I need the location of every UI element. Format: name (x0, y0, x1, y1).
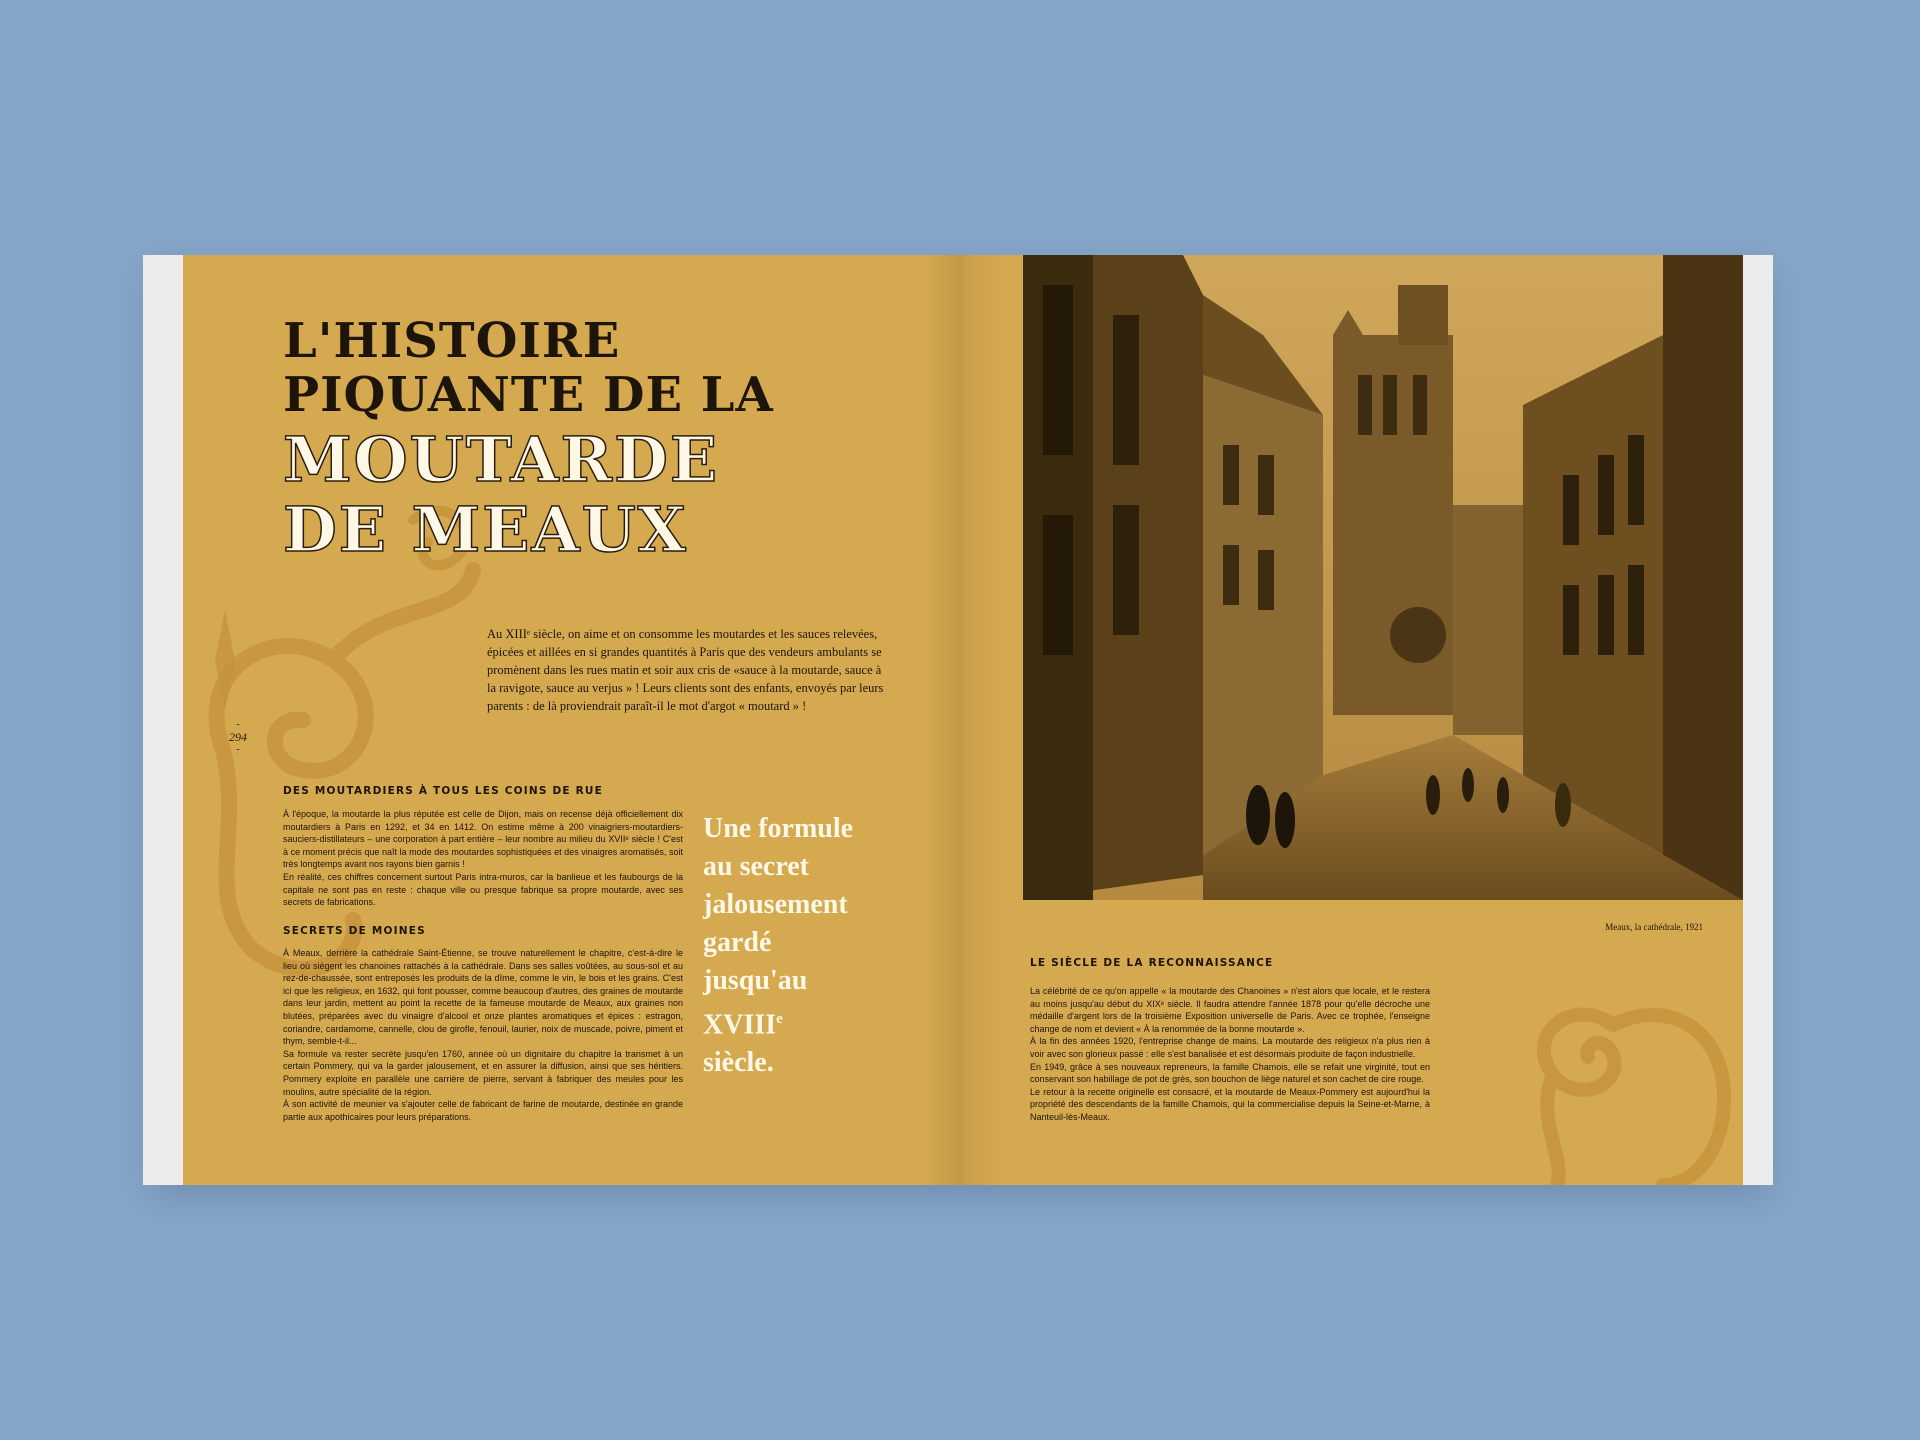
right-page (963, 255, 1743, 1185)
flourish-ornament-right (1493, 955, 1743, 1185)
left-page (183, 255, 963, 1185)
section-heading: DES MOUTARDIERS À TOUS LES COINS DE RUE (283, 785, 604, 797)
title-line: PIQUANTE DE LA (283, 367, 774, 423)
body-paragraph: À Meaux, derrière la cathédrale Saint-Étienne, se trouve naturellement le chapitre, c'est-à-dire le lieu où siègent les chanoines rattachés à la cathédrale. Dans ses salles voûtées, au sous-sol et au rez-de-chaussée, sont entreposés les produits de la dîme, comme le vin, le bois et les grains. C'est ici que les religieux, en 1632, qui font pousser, comme beaucoup d'autres, des graines de moutarde dans leur jardin, mettent au point la recette de la fameuse moutarde de Meaux, aux graines non blutées, préparées avec du vinaigre d'alcool et onze plantes aromatiques et épices : estragon, coriandre, cardamome, cannelle, clou de girofle, fenouil, laurier, noix de muscade, poivre, piment et thym, semble-t-il... (283, 948, 683, 1047)
pull-quote-line: gardé (703, 927, 772, 958)
photo-caption: Meaux, la cathédrale, 1921 (1605, 922, 1703, 932)
section-body (283, 947, 683, 1123)
page-number (218, 720, 258, 755)
title-line-outlined: DE MEAUX (283, 493, 688, 566)
article-title (283, 313, 883, 566)
title-line-outlined: MOUTARDE (283, 423, 720, 496)
pull-quote (703, 810, 893, 1082)
body-paragraph: Le retour à la recette originelle est consacré, et la moutarde de Meaux-Pommery est aujourd'hui la propriété des descendants de la famille Chamois, qui la commercialise depuis la Seine-et-Marne, à Nanteuil-lès-Meaux. (1030, 1086, 1430, 1122)
body-paragraph: À la fin des années 1920, l'entreprise change de mains. La moutarde des religieux n'a plus rien à voir avec son glorieux passé : elle s'est banalisée et est désormais produite de façon industrielle. (1030, 1036, 1430, 1059)
title-line: L'HISTOIRE (283, 313, 621, 369)
body-paragraph: La célébrité de ce qu'on appelle « la moutarde des Chanoines » n'est alors que locale, et le restera au moins jusqu'au début du XIXᵉ siècle. Il faudra attendre l'année 1878 pour qu'elle décroche une médaille d'argent lors de la troisième Exposition universelle de Paris. Avec ce trophée, l'enseigne change de nom et devient « À la renommée de la bonne moutarde ». (1030, 986, 1430, 1034)
body-paragraph: À son activité de meunier va s'ajouter celle de fabricant de farine de moutarde, destinée en grande partie aux apothicaires pour leurs préparations. (283, 1099, 683, 1122)
book-spread (143, 255, 1773, 1185)
body-paragraph: Sa formule va rester secrète jusqu'en 1760, année où un dignitaire du chapitre la transmet à un certain Pommery, qui va la garder jalousement, et en assurer la diffusion, ainsi que ses héritiers. Pommery exploite en parallèle une carrière de pierre, servant à fabriquer des meules pour les moulins, autre spécialité de la région. (283, 1048, 683, 1097)
section-heading: SECRETS DE MOINES (283, 925, 426, 937)
page-number-dash: - (236, 744, 240, 755)
pull-quote-line: au secret (703, 851, 809, 882)
page-number-value: 294 (229, 730, 247, 744)
section-body (1030, 985, 1430, 1124)
pull-quote-superscript: e (776, 1011, 783, 1027)
intro-paragraph: Au XIIIᵉ siècle, on aime et on consomme les moutardes et les sauces relevées, épicées et aillées en si grandes quantités à Paris que des vendeurs ambulants se promènent dans les rues matin et soir aux cris de «sauce à la moutarde, sauce à la ravigote, sauce au verjus » ! Leurs clients sont des enfants, envoyés par leurs parents : de là proviendrait paraît-il le mot d'argot « moutard » ! (487, 627, 884, 713)
pull-quote-line: siècle. (703, 1047, 774, 1079)
pull-quote-century: XVIII (703, 1009, 777, 1041)
body-paragraph: À l'époque, la moutarde la plus réputée est celle de Dijon, mais on recense déjà officiellement dix moutardiers à Paris en 1292, et 34 en 1412. On estime même à 200 vinaigriers-moutardiers-sauciers-distillateurs – une corporation à part entière – leur nombre au milieu du XVIIᵉ siècle ! C'est à ce moment précis que naît la mode des moutardes sophistiquées et des vinaigres aromatisés, soit très longtemps avant nos rayons bien garnis ! (283, 809, 683, 870)
body-paragraph: En réalité, ces chiffres concernent surtout Paris intra-muros, car la banlieue et les faubourgs de la capitale ne sont pas en reste : chaque ville ou presque fabrique sa propre moutarde, avec ses secrets de fabrications. (283, 871, 683, 908)
page-edge-right (1743, 255, 1773, 1185)
body-paragraph: En 1949, grâce à ses nouveaux repreneurs, la famille Chamois, elle se refait une virginité, tout en conservant son habillage de pot de grès, son bouchon de liège naturel et son cachet de cire rouge. (1030, 1061, 1430, 1085)
page-edge-left (143, 255, 183, 1185)
pull-quote-line: jalousement (703, 889, 848, 920)
pull-quote-line (703, 1000, 893, 1044)
section-body (283, 808, 683, 909)
page-number-dash: - (236, 719, 240, 730)
pull-quote-line: jusqu'au (703, 965, 808, 996)
pull-quote-line: Une formule (703, 813, 854, 844)
historic-street-photo (1023, 255, 1743, 900)
section-heading: LE SIÈCLE DE LA RECONNAISSANCE (1030, 957, 1274, 969)
